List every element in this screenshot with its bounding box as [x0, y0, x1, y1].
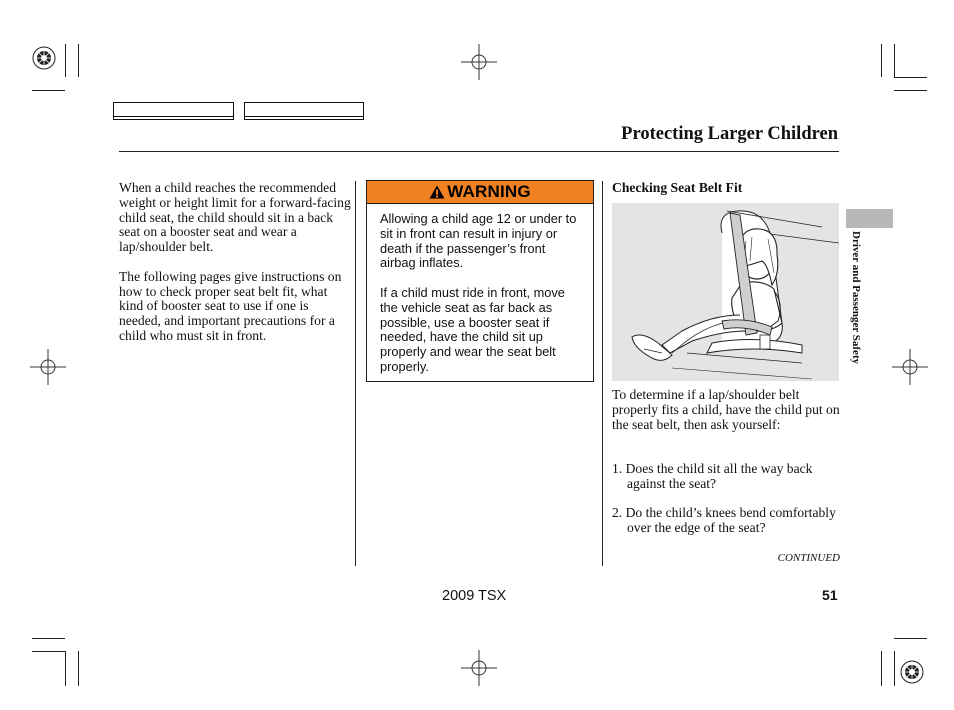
registration-mark-icon: [896, 656, 928, 688]
seat-belt-illustration: [612, 203, 839, 381]
child-in-seat-belt-illustration: [612, 203, 839, 381]
continued-label: CONTINUED: [777, 552, 840, 564]
section-heading: Checking Seat Belt Fit: [612, 180, 743, 195]
warning-paragraph: Allowing a child age 12 or under to sit in front can result in injury or death if the passenger’s front airbag inflates.: [380, 211, 577, 271]
list-item: 1. Does the child sit all the way back against the seat?: [612, 461, 813, 491]
paragraph: The following pages give instructions on how to check proper seat belt fit, what kind of booster seat to use if one is needed, and important precautions for a child who must sit in front.: [119, 268, 342, 343]
right-column: [612, 181, 840, 196]
intro-paragraph: To determine if a lap/shoulder belt properly fits a child, have the child put on the seat belt, then ask yourself:: [612, 387, 840, 432]
section-side-label: Driver and Passenger Safety: [850, 231, 862, 365]
warning-header: [367, 181, 593, 204]
section-side-tab[interactable]: [846, 209, 893, 228]
warning-title: WARNING: [447, 182, 531, 201]
column-divider-right: [602, 181, 603, 566]
left-column: [119, 181, 351, 359]
page-number: 51: [822, 587, 838, 603]
nav-tab-box-1[interactable]: [113, 102, 234, 120]
registration-mark-icon: [28, 42, 60, 74]
question-list: [612, 462, 840, 551]
warning-paragraph: If a child must ride in front, move the vehicle seat as far back as possible, use a booster seat if needed, have the child sit up properly and wear the seat belt properly.: [380, 284, 565, 374]
list-item: 2. Do the child’s knees bend comfortably over the edge of the seat?: [612, 505, 836, 536]
crosshair-mark-icon: [892, 349, 928, 385]
page-title: Protecting Larger Children: [621, 124, 838, 144]
warning-body: [367, 204, 593, 375]
warning-triangle-icon: [429, 185, 445, 199]
title-rule: [119, 151, 839, 152]
crosshair-mark-icon: [461, 650, 497, 686]
crosshair-mark-icon: [461, 44, 497, 80]
paragraph: When a child reaches the recommended weight or height limit for a forward-facing child seat, the child should sit in a back seat on a booster seat and wear a lap/shoulder belt.: [119, 180, 351, 255]
footer-model: 2009 TSX: [442, 588, 507, 604]
column-divider-left: [355, 181, 356, 566]
warning-box: [366, 180, 594, 382]
nav-tab-box-2[interactable]: [244, 102, 364, 120]
crosshair-mark-icon: [30, 349, 66, 385]
